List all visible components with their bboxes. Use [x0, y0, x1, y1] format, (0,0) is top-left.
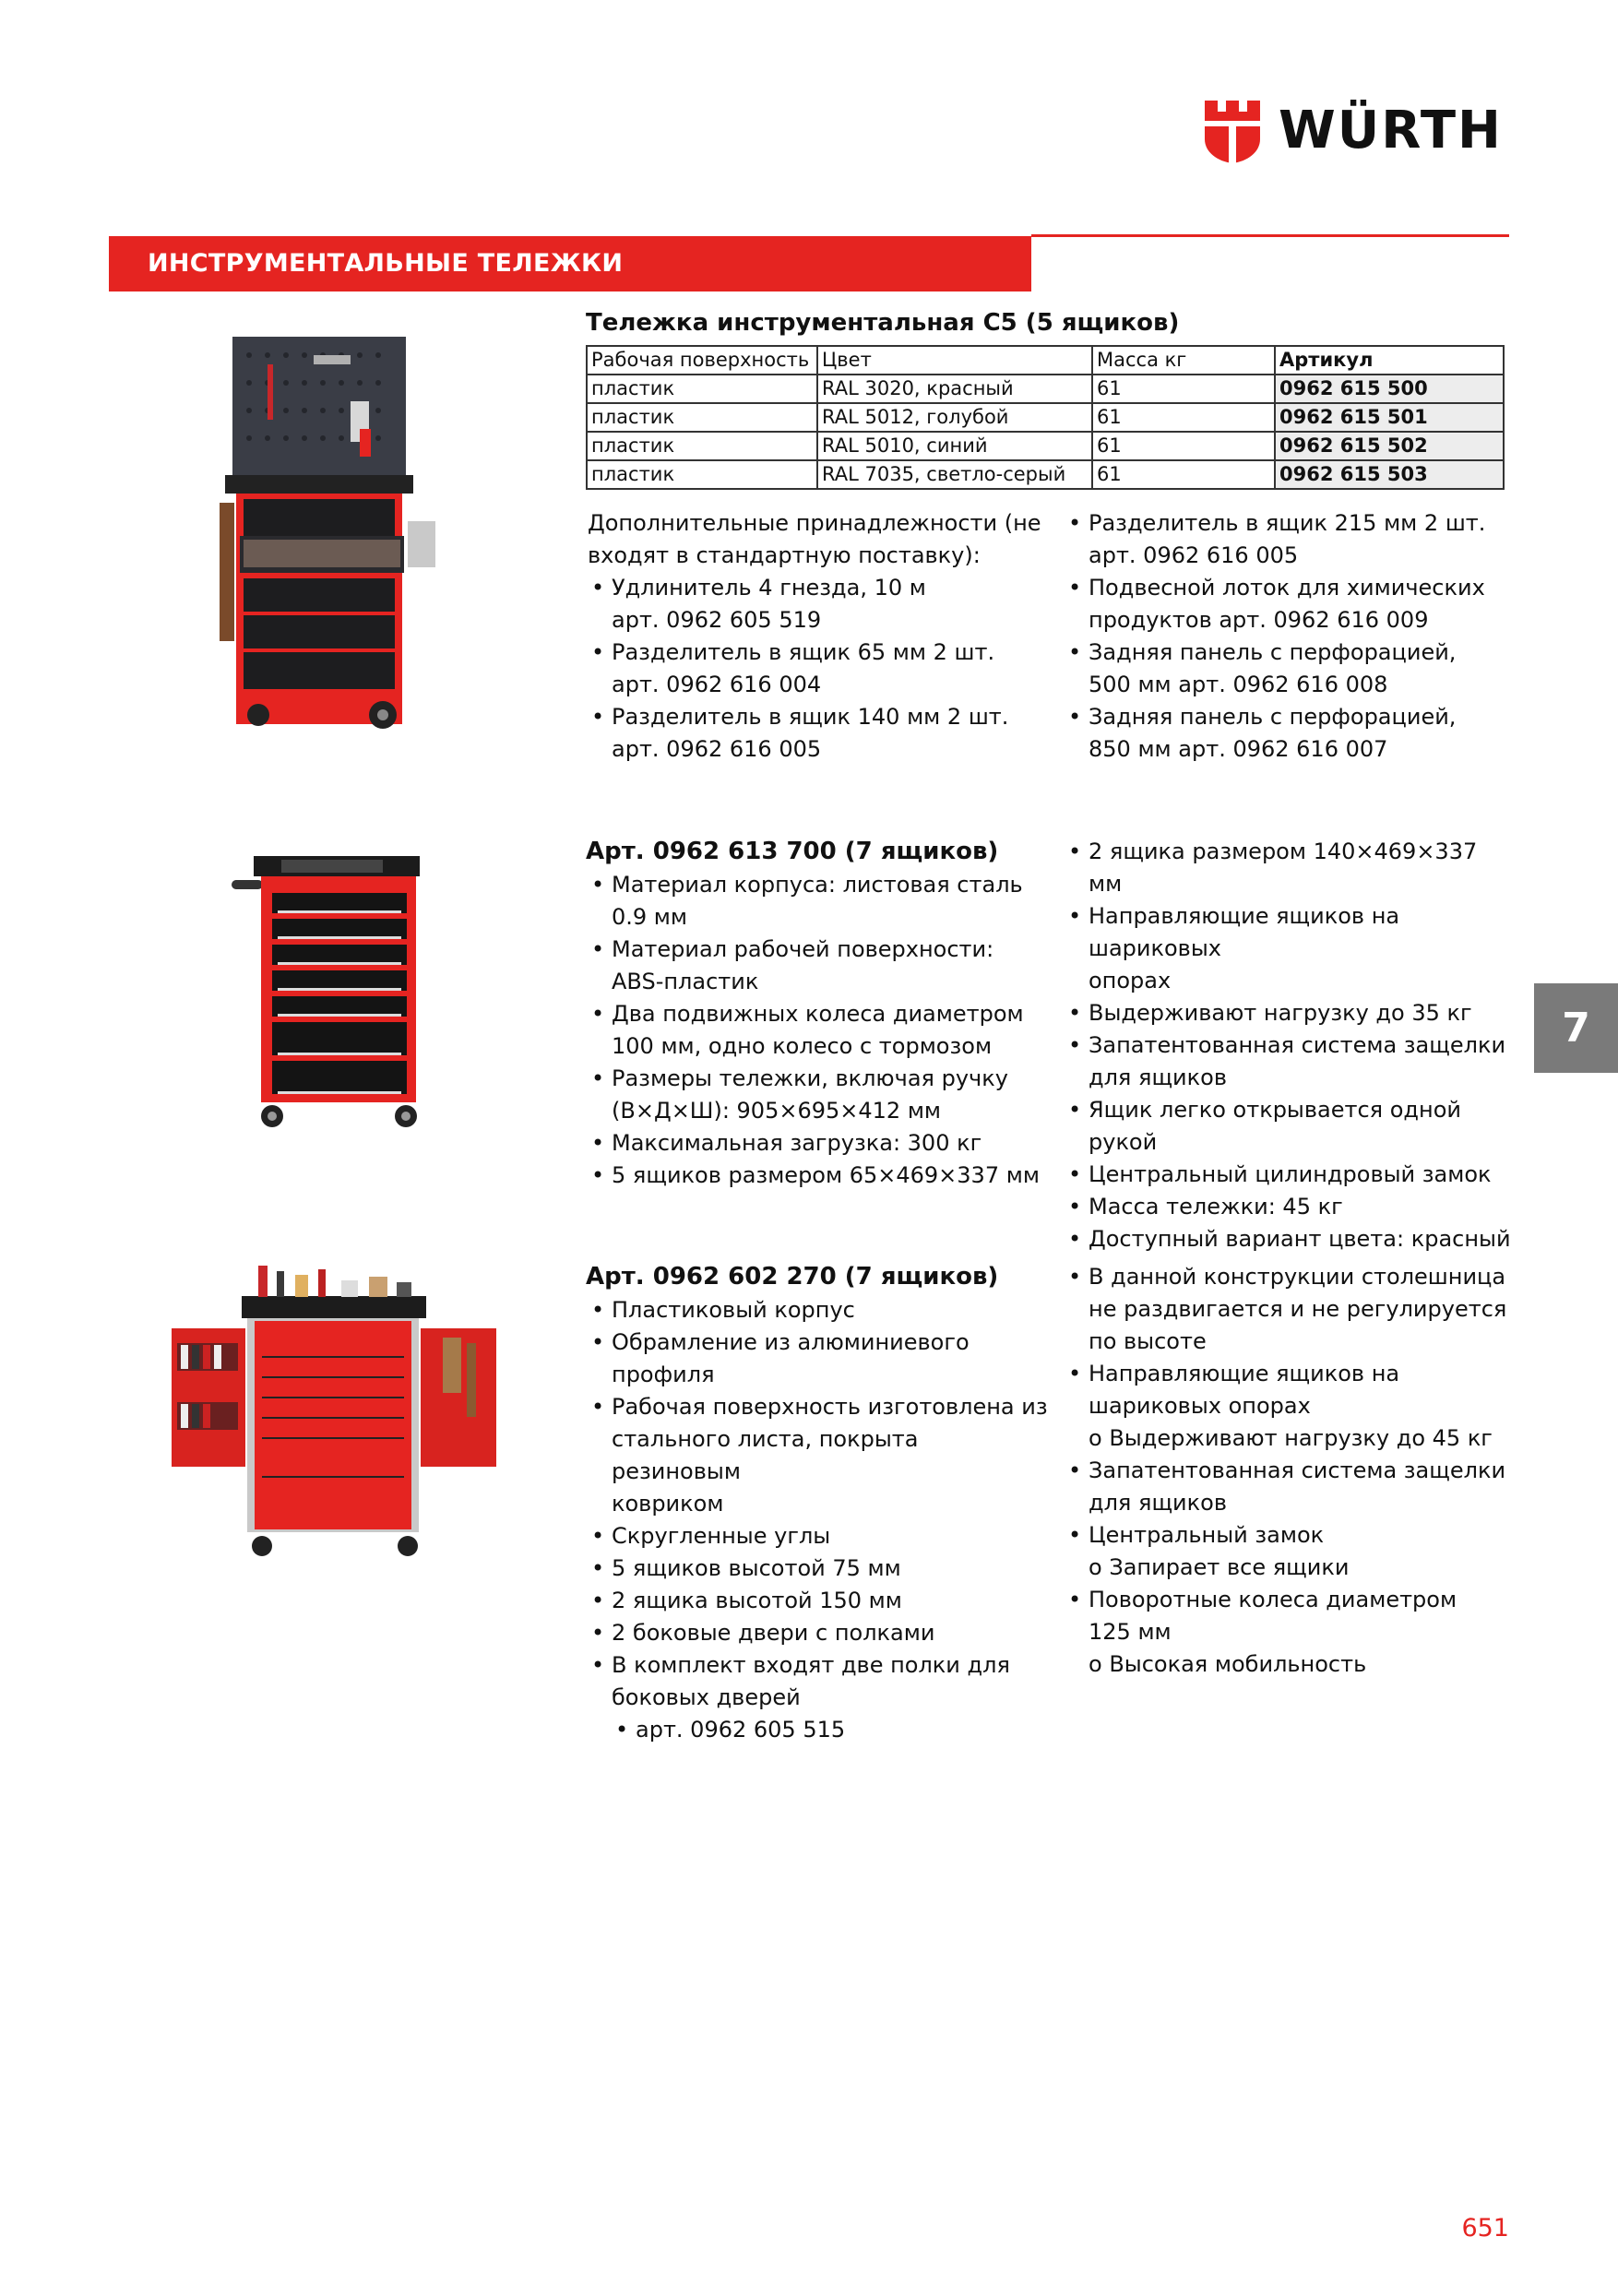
list-item: • 5 ящиков высотой 75 мм: [588, 1552, 1049, 1585]
list-item: не раздвигается и не регулируется: [1089, 1296, 1507, 1322]
list-item: • Скругленные углы: [588, 1520, 1049, 1552]
page-number: 651: [1461, 2214, 1509, 2242]
list-item: • Направляющие ящиков на шариковых: [1065, 900, 1517, 965]
product1-spec-table: [586, 345, 1505, 490]
list-item: ковриком: [612, 1491, 724, 1517]
table-row: [587, 460, 1504, 489]
product2-features-right: [1065, 836, 1517, 1255]
column-header: Рабочая поверхность: [587, 346, 817, 375]
list-item: • Выдерживают нагрузку до 35 кг: [1065, 997, 1517, 1029]
list-item: • Доступный вариант цвета: красный: [1065, 1223, 1517, 1255]
list-item: профиля: [612, 1362, 715, 1387]
table-cell: 61: [1092, 432, 1275, 460]
list-item: 100 мм, одно колесо с тормозом: [612, 1033, 993, 1059]
wurth-logo: [1199, 99, 1513, 165]
list-item: • Задняя панель с перфорацией,: [1065, 701, 1507, 733]
logo-text: WÜRTH: [1279, 101, 1503, 161]
list-item: входят в стандартную поставку):: [588, 542, 981, 568]
table-row: [587, 432, 1504, 460]
list-item: • Масса тележки: 45 кг: [1065, 1191, 1517, 1223]
table-cell: пластик: [587, 432, 817, 460]
table-header-row: [587, 346, 1504, 375]
list-item: • арт. 0962 605 515: [588, 1714, 1049, 1746]
chapter-tab[interactable]: 7: [1534, 983, 1618, 1073]
list-item: Дополнительные принадлежности (не: [588, 510, 1041, 536]
list-item: 125 мм: [1089, 1619, 1172, 1645]
wurth-logo-icon: [1199, 99, 1266, 165]
list-item: • Пластиковый корпус: [588, 1294, 1049, 1326]
list-item: o Выдерживают нагрузку до 45 кг: [1089, 1425, 1493, 1451]
list-item: арт. 0962 605 519: [612, 607, 822, 633]
list-item: (В×Д×Ш): 905×695×412 мм: [612, 1098, 942, 1124]
product-image-7-drawer-cart: [226, 849, 438, 1135]
list-item: • Рабочая поверхность изготовлена из: [588, 1391, 1049, 1423]
list-item: шариковых опорах: [1089, 1393, 1311, 1419]
list-item: • Разделитель в ящик 65 мм 2 шт.: [588, 636, 1049, 669]
list-item: для ящиков: [1089, 1065, 1227, 1090]
list-item: • 5 ящиков размером 65×469×337 мм: [588, 1160, 1049, 1192]
list-item: • Максимальная загрузка: 300 кг: [588, 1127, 1049, 1160]
list-item: • Два подвижных колеса диаметром: [588, 998, 1049, 1030]
list-item: • 2 боковые двери с полками: [588, 1617, 1049, 1649]
list-item: ABS-пластик: [612, 969, 759, 994]
table-cell: пластик: [587, 375, 817, 403]
list-item: • Ящик легко открывается одной рукой: [1065, 1094, 1517, 1159]
list-item: • Размеры тележки, включая ручку: [588, 1063, 1049, 1095]
column-header: Артикул: [1275, 346, 1504, 375]
list-item: • Запатентованная система защелки: [1065, 1455, 1517, 1487]
section-title: ИНСТРУМЕНТАЛЬНЫЕ ТЕЛЕЖКИ: [148, 249, 624, 278]
list-item: o Запирает все ящики: [1089, 1554, 1350, 1580]
table-cell: RAL 5012, голубой: [817, 403, 1092, 432]
table-cell: RAL 3020, красный: [817, 375, 1092, 403]
list-item: o Высокая мобильность: [1089, 1651, 1367, 1677]
list-item: • Задняя панель с перфорацией,: [1065, 636, 1507, 669]
list-item: • В данной конструкции столешница: [1065, 1261, 1517, 1293]
table-cell: RAL 5010, синий: [817, 432, 1092, 460]
header-rule: [1031, 234, 1509, 237]
list-item: 500 мм арт. 0962 616 008: [1089, 672, 1388, 697]
list-item: стального листа, покрыта резиновым: [612, 1426, 919, 1484]
section-banner: [109, 236, 1031, 291]
table-cell: пластик: [587, 460, 817, 489]
article-number-cell[interactable]: 0962 615 502: [1275, 432, 1504, 460]
list-item: • Разделитель в ящик 140 мм 2 шт.: [588, 701, 1049, 733]
list-item: опорах: [1089, 968, 1172, 993]
list-item: • 2 ящика размером 140×469×337 мм: [1065, 836, 1517, 900]
article-number-cell[interactable]: 0962 615 503: [1275, 460, 1504, 489]
product3-features-left: [588, 1294, 1049, 1746]
product1-accessories-left: [588, 507, 1049, 766]
table-cell: 61: [1092, 403, 1275, 432]
list-item: • Подвесной лоток для химических: [1065, 572, 1507, 604]
product2-features-left: [588, 869, 1049, 1192]
table-cell: 61: [1092, 375, 1275, 403]
article-number-cell[interactable]: 0962 615 500: [1275, 375, 1504, 403]
list-item: • Поворотные колеса диаметром: [1065, 1584, 1517, 1616]
list-item: продуктов арт. 0962 616 009: [1089, 607, 1429, 633]
table-row: [587, 403, 1504, 432]
product1-title: Тележка инструментальная C5 (5 ящиков): [586, 309, 1180, 337]
list-item: • Запатентованная система защелки: [1065, 1029, 1517, 1062]
list-item: • Центральный цилиндровый замок: [1065, 1159, 1517, 1191]
list-item: арт. 0962 616 004: [612, 672, 822, 697]
table-row: [587, 375, 1504, 403]
product-image-c5-cart: [212, 327, 443, 733]
list-item: 850 мм арт. 0962 616 007: [1089, 736, 1388, 762]
list-item: для ящиков: [1089, 1490, 1227, 1516]
list-item: • Направляющие ящиков на: [1065, 1358, 1517, 1390]
product-image-plastic-cart: [166, 1255, 507, 1559]
article-number-cell[interactable]: 0962 615 501: [1275, 403, 1504, 432]
list-item: по высоте: [1089, 1328, 1207, 1354]
product3-title: Арт. 0962 602 270 (7 ящиков): [586, 1263, 999, 1291]
product3-features-right: [1065, 1261, 1517, 1681]
table-cell: пластик: [587, 403, 817, 432]
list-item: • Материал корпуса: листовая сталь: [588, 869, 1049, 901]
list-item: боковых дверей: [612, 1684, 801, 1710]
list-item: • Центральный замок: [1065, 1519, 1517, 1552]
product1-accessories-right: [1065, 507, 1507, 766]
column-header: Масса кг: [1092, 346, 1275, 375]
list-item: арт. 0962 616 005: [1089, 542, 1299, 568]
list-item: • Удлинитель 4 гнезда, 10 м: [588, 572, 1049, 604]
list-item: • Разделитель в ящик 215 мм 2 шт.: [1065, 507, 1507, 540]
list-item: • Обрамление из алюминиевого: [588, 1326, 1049, 1359]
list-item: • 2 ящика высотой 150 мм: [588, 1585, 1049, 1617]
column-header: Цвет: [817, 346, 1092, 375]
list-item: • В комплект входят две полки для: [588, 1649, 1049, 1682]
list-item: арт. 0962 616 005: [612, 736, 822, 762]
table-cell: RAL 7035, светло-серый: [817, 460, 1092, 489]
product2-title: Арт. 0962 613 700 (7 ящиков): [586, 838, 999, 865]
table-cell: 61: [1092, 460, 1275, 489]
list-item: • Материал рабочей поверхности:: [588, 934, 1049, 966]
list-item: 0.9 мм: [612, 904, 688, 930]
